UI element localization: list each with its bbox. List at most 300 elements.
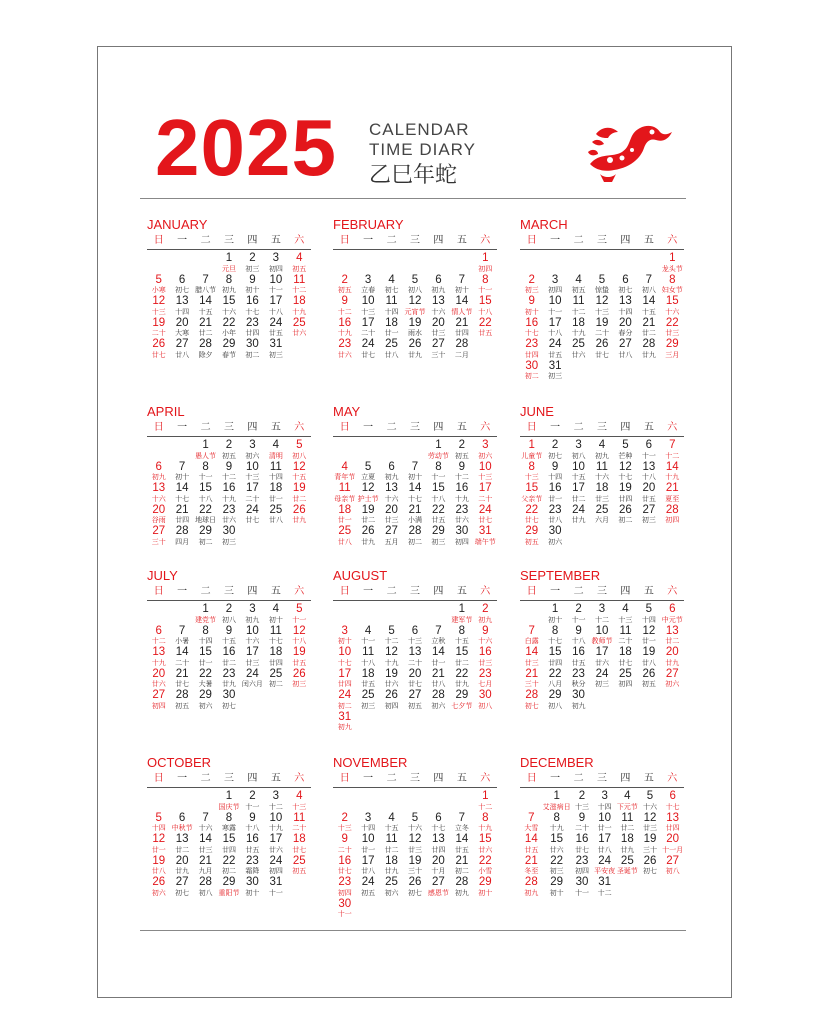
day-number: 13: [408, 646, 422, 658]
day-number: 22: [455, 667, 469, 680]
day-number: 29: [199, 689, 212, 701]
month-name: JULY: [147, 568, 178, 583]
day-number: 30: [338, 897, 352, 910]
lunar-label: 惊蛰: [594, 286, 609, 294]
day-number: 11: [385, 295, 398, 307]
day-cell: [241, 505, 264, 527]
lunar-label: 四月: [175, 537, 190, 546]
day-cell: [474, 690, 497, 712]
day-number: 29: [199, 525, 212, 537]
lunar-label: 廿五: [454, 845, 469, 854]
lunar-label: 廿二: [571, 494, 586, 503]
day-cell: [333, 856, 356, 878]
day-cell: [474, 626, 497, 648]
lunar-label: 三月: [665, 350, 680, 359]
lunar-label: 初十: [524, 307, 539, 316]
lunar-label: 十六: [431, 307, 446, 316]
day-number: 26: [408, 876, 422, 888]
month-name: APRIL: [147, 404, 185, 419]
empty-cell: [450, 791, 473, 813]
day-number: 23: [478, 667, 492, 680]
lunar-label: 十七: [524, 329, 539, 337]
lunar-label: 廿四: [524, 350, 539, 359]
lunar-label: 廿一: [548, 494, 563, 503]
day-number: 26: [619, 503, 632, 516]
empty-cell: [427, 604, 450, 626]
lunar-label: 廿四: [268, 658, 283, 667]
day-cell: [571, 856, 594, 878]
day-number: 30: [455, 525, 469, 537]
day-number: 19: [642, 646, 656, 658]
day-cell: [427, 813, 450, 835]
day-cell: [567, 669, 590, 691]
day-number: 12: [292, 460, 306, 473]
lunar-label: 中秋节: [171, 824, 193, 832]
lunar-label: 初七: [618, 286, 633, 294]
empty-cell: [403, 604, 426, 626]
day-cell: [450, 813, 473, 835]
day-number: 11: [619, 624, 632, 637]
day-number: 22: [222, 854, 236, 867]
day-cell: [217, 690, 240, 712]
lunar-label: 廿五: [641, 494, 656, 503]
day-number: 7: [458, 811, 466, 824]
lunar-label: 十八: [641, 473, 656, 481]
lunar-label: 十三: [337, 824, 352, 832]
day-number: 23: [222, 503, 236, 516]
day-cell: [241, 604, 264, 626]
empty-cell: [356, 791, 379, 813]
day-number: 5: [296, 603, 303, 615]
day-number: 7: [202, 811, 209, 824]
day-number: 21: [175, 667, 189, 680]
day-number: 1: [482, 790, 489, 802]
weekday-label: 五: [456, 773, 467, 784]
lunar-label: 廿九: [571, 516, 586, 524]
day-number: 15: [199, 646, 212, 658]
lunar-label: 廿五: [478, 329, 493, 337]
day-cell: [637, 440, 660, 462]
day-number: 27: [408, 689, 422, 701]
day-cell: [356, 877, 379, 899]
day-number: 11: [385, 833, 398, 845]
day-cell: [427, 483, 450, 505]
lunar-label: 廿七: [151, 350, 166, 359]
day-number: 6: [669, 790, 676, 802]
day-cell: [194, 669, 217, 691]
day-cell: [567, 604, 590, 626]
lunar-label: 初三: [292, 680, 307, 688]
day-number: 17: [246, 482, 259, 494]
day-number: 7: [411, 460, 419, 473]
weekday-label: 四: [620, 773, 631, 784]
day-cell: [403, 647, 426, 669]
day-cell: [194, 440, 217, 462]
day-cell: [356, 813, 379, 835]
day-number: 2: [482, 603, 489, 615]
lunar-label: 十六: [478, 637, 493, 645]
day-number: 23: [246, 854, 259, 867]
day-cell: [567, 483, 590, 505]
lunar-label: 廿四: [431, 845, 446, 854]
day-number: 28: [455, 876, 469, 888]
month-june: [520, 404, 684, 548]
lunar-label: 初三: [548, 372, 563, 380]
lunar-label: 十五: [198, 307, 213, 316]
day-cell: [543, 604, 566, 626]
lunar-label: 寒露: [221, 824, 236, 832]
day-number: 25: [385, 338, 398, 350]
day-cell: [333, 296, 356, 318]
day-number: 25: [385, 876, 398, 888]
day-grid: [333, 791, 497, 920]
day-number: 16: [222, 482, 236, 494]
day-number: 21: [642, 316, 656, 329]
day-cell: [474, 296, 497, 318]
day-cell: [264, 647, 287, 669]
lunar-label: 初十: [337, 637, 352, 645]
lunar-label: 国庆节: [218, 802, 240, 811]
lunar-label: 初二: [268, 680, 283, 688]
day-cell: [543, 483, 566, 505]
day-cell: [288, 856, 311, 878]
day-cell: [356, 275, 379, 297]
day-cell: [637, 505, 660, 527]
lunar-label: 元宵节: [404, 307, 426, 316]
lunar-label: 廿八: [268, 516, 283, 524]
lunar-label: 母亲节: [334, 494, 356, 503]
day-number: 7: [528, 811, 535, 824]
day-cell: [333, 275, 356, 297]
lunar-label: 廿六: [478, 845, 493, 854]
empty-cell: [170, 791, 193, 813]
day-number: 18: [361, 667, 375, 680]
lunar-label: 廿一: [268, 494, 283, 503]
day-number: 31: [478, 525, 492, 537]
empty-cell: [380, 791, 403, 813]
day-cell: [194, 834, 217, 856]
day-cell: [288, 275, 311, 297]
day-cell: [637, 318, 660, 340]
day-number: 24: [548, 338, 562, 350]
day-cell: [427, 877, 450, 899]
day-cell: [264, 339, 287, 361]
lunar-label: 初十: [478, 888, 493, 897]
day-cell: [520, 690, 543, 712]
lunar-label: 十二: [594, 615, 609, 624]
lunar-label: 廿八: [431, 680, 446, 688]
day-cell: [403, 834, 426, 856]
day-number: 11: [293, 273, 306, 286]
empty-cell: [427, 253, 450, 275]
lunar-label: 廿五: [431, 516, 446, 524]
month-december: [520, 755, 684, 899]
weekday-label: 三: [223, 773, 234, 784]
day-cell: [241, 462, 264, 484]
lunar-label: 腊八节: [195, 286, 217, 294]
day-cell: [614, 604, 637, 626]
day-cell: [520, 813, 543, 835]
lunar-label: 廿一: [384, 329, 399, 337]
lunar-label: 初七: [221, 701, 236, 710]
day-number: 13: [385, 482, 398, 494]
weekday-label: 日: [153, 773, 164, 784]
empty-cell: [147, 440, 170, 462]
day-cell: [474, 604, 497, 626]
day-cell: [614, 647, 637, 669]
day-number: 24: [595, 667, 609, 680]
day-number: 24: [246, 503, 259, 516]
lunar-label: 初九: [478, 615, 493, 624]
weekday-label: 六: [294, 422, 305, 433]
month-name: DECEMBER: [520, 755, 594, 770]
day-cell: [241, 856, 264, 878]
lunar-label: 廿八: [151, 867, 166, 875]
day-cell: [264, 791, 287, 813]
lunar-label: 霜降: [245, 867, 260, 875]
day-number: 10: [478, 460, 492, 473]
day-cell: [333, 318, 356, 340]
day-cell: [427, 318, 450, 340]
lunar-label: 初七: [175, 888, 190, 897]
day-cell: [356, 483, 379, 505]
day-number: 7: [458, 273, 466, 286]
day-cell: [543, 791, 571, 813]
day-cell: [637, 604, 660, 626]
lunar-label: 十三: [292, 802, 307, 811]
day-number: 27: [175, 876, 189, 888]
day-cell: [241, 877, 264, 899]
day-number: 11: [596, 460, 608, 473]
lunar-label: 初六: [548, 537, 563, 546]
day-number: 11: [269, 624, 282, 637]
lunar-label: 初十: [549, 888, 564, 897]
day-number: 6: [155, 460, 162, 473]
day-cell: [194, 318, 217, 340]
day-cell: [616, 791, 639, 813]
lunar-label: 廿五: [548, 350, 563, 359]
lunar-label: 十四: [384, 307, 399, 316]
day-cell: [403, 526, 426, 548]
day-number: 1: [225, 252, 233, 264]
month-name: SEPTEMBER: [520, 568, 601, 583]
day-cell: [403, 318, 426, 340]
day-number: 10: [361, 295, 375, 307]
day-cell: [288, 505, 311, 527]
day-cell: [637, 275, 660, 297]
weekday-label: 二: [200, 235, 211, 246]
day-number: 3: [601, 790, 608, 802]
day-cell: [333, 899, 356, 921]
day-number: 10: [246, 624, 259, 637]
day-cell: [450, 856, 473, 878]
day-number: 10: [246, 460, 259, 473]
weekday-label: 三: [596, 422, 607, 433]
empty-cell: [147, 253, 170, 275]
day-number: 28: [524, 876, 538, 888]
lunar-label: 十一: [478, 286, 493, 294]
day-number: 23: [246, 316, 259, 329]
lunar-label: 初五: [361, 888, 376, 897]
day-cell: [241, 296, 264, 318]
lunar-label: 十一: [245, 802, 260, 811]
empty-cell: [356, 253, 379, 275]
lunar-label: 初五: [454, 451, 469, 460]
lunar-label: 廿三: [642, 824, 657, 832]
day-number: 24: [338, 689, 352, 701]
weekday-label: 三: [223, 422, 234, 433]
lunar-label: 初九: [571, 701, 586, 710]
lunar-label: 二十: [407, 658, 422, 667]
weekday-label: 二: [573, 773, 584, 784]
weekday-label: 二: [200, 586, 211, 597]
lunar-label: 廿一: [361, 845, 376, 854]
day-number: 1: [551, 603, 559, 615]
day-number: 5: [411, 811, 419, 824]
lunar-label: 三十: [407, 867, 422, 875]
lunar-label: 廿一: [198, 658, 213, 667]
day-grid: [520, 440, 684, 548]
day-cell: [520, 834, 543, 856]
lunar-label: 十一: [292, 615, 307, 624]
day-cell: [639, 834, 662, 856]
day-number: 9: [225, 624, 233, 637]
day-cell: [241, 440, 264, 462]
day-number: 17: [338, 667, 352, 680]
lunar-label: 十九: [337, 329, 352, 337]
weekday-label: 五: [270, 586, 281, 597]
day-number: 18: [595, 482, 609, 494]
day-cell: [474, 813, 497, 835]
papercut-snake-icon: [582, 112, 674, 184]
day-cell: [543, 690, 566, 712]
lunar-label: 十七: [245, 307, 260, 316]
day-number: 24: [478, 503, 492, 516]
lunar-label: 廿四: [548, 658, 563, 667]
lunar-label: 十一: [641, 451, 656, 460]
lunar-label: 廿四: [337, 680, 352, 688]
day-number: 30: [222, 689, 236, 701]
lunar-label: 初五: [292, 867, 307, 875]
weekday-label: 六: [667, 773, 678, 784]
day-cell: [288, 813, 311, 835]
day-number: 17: [361, 854, 375, 867]
lunar-label: 廿二: [175, 845, 190, 854]
lunar-label: 八月: [548, 680, 563, 688]
day-cell: [450, 626, 473, 648]
day-cell: [403, 690, 426, 712]
lunar-label: 小满: [407, 516, 422, 524]
day-cell: [593, 791, 616, 813]
day-cell: [403, 296, 426, 318]
month-name: JANUARY: [147, 217, 208, 232]
day-cell: [333, 834, 356, 856]
day-number: 29: [548, 689, 562, 701]
day-number: 9: [482, 624, 489, 637]
day-number: 1: [225, 790, 233, 802]
weekday-label: 六: [667, 422, 678, 433]
lunar-label: 初十: [407, 473, 422, 481]
day-cell: [427, 647, 450, 669]
empty-cell: [356, 604, 379, 626]
day-number: 25: [620, 854, 634, 867]
month-name: MARCH: [520, 217, 568, 232]
day-cell: [380, 856, 403, 878]
lunar-label: 初十: [175, 473, 190, 481]
day-cell: [593, 856, 616, 878]
day-cell: [474, 440, 497, 462]
day-number: 9: [341, 295, 348, 307]
day-number: 11: [362, 646, 375, 658]
day-number: 16: [548, 482, 562, 494]
day-number: 4: [575, 273, 582, 286]
day-number: 21: [175, 503, 189, 516]
day-number: 26: [361, 525, 375, 537]
day-cell: [567, 690, 590, 712]
day-number: 14: [408, 482, 422, 494]
lunar-label: 小雪: [478, 867, 493, 875]
day-cell: [380, 834, 403, 856]
lunar-label: 初三: [594, 680, 609, 688]
day-number: 28: [175, 689, 189, 701]
day-number: 27: [152, 689, 166, 701]
lunar-label: 初七: [548, 451, 563, 460]
empty-cell: [427, 791, 450, 813]
day-cell: [288, 318, 311, 340]
day-number: 19: [643, 833, 657, 845]
lunar-label: 初三: [641, 516, 656, 524]
day-number: 28: [199, 876, 212, 888]
lunar-label: 感恩节: [427, 888, 449, 897]
lunar-label: 廿八: [597, 845, 612, 854]
lunar-label: 廿九: [292, 516, 307, 524]
day-number: 29: [478, 876, 492, 888]
day-cell: [520, 626, 543, 648]
lunar-label: 初五: [524, 537, 539, 546]
day-cell: [356, 318, 379, 340]
day-number: 13: [175, 295, 189, 307]
weekday-label: 三: [409, 773, 420, 784]
day-number: 2: [341, 811, 348, 824]
day-number: 2: [249, 790, 256, 802]
weekday-label: 日: [526, 235, 537, 246]
lunar-label: 廿六: [594, 658, 609, 667]
day-cell: [288, 440, 311, 462]
lunar-label: 劳动节: [427, 451, 449, 460]
lunar-label: 初四: [454, 537, 469, 546]
day-cell: [661, 626, 684, 648]
day-number: 19: [408, 854, 422, 867]
day-number: 29: [550, 876, 564, 888]
lunar-label: 初七: [524, 701, 539, 710]
lunar-label: 十三: [245, 473, 260, 481]
day-number: 3: [575, 439, 582, 451]
day-cell: [474, 505, 497, 527]
day-number: 28: [432, 689, 445, 701]
day-number: 12: [408, 295, 422, 307]
day-cell: [217, 339, 240, 361]
day-cell: [288, 604, 311, 626]
day-cell: [170, 462, 193, 484]
day-number: 10: [598, 811, 612, 824]
lunar-label: 廿二: [221, 658, 236, 667]
day-number: 14: [432, 646, 445, 658]
day-number: 12: [643, 811, 657, 824]
day-cell: [450, 526, 473, 548]
day-number: 12: [385, 646, 398, 658]
day-number: 31: [269, 338, 283, 350]
lunar-label: 二十: [618, 637, 633, 645]
